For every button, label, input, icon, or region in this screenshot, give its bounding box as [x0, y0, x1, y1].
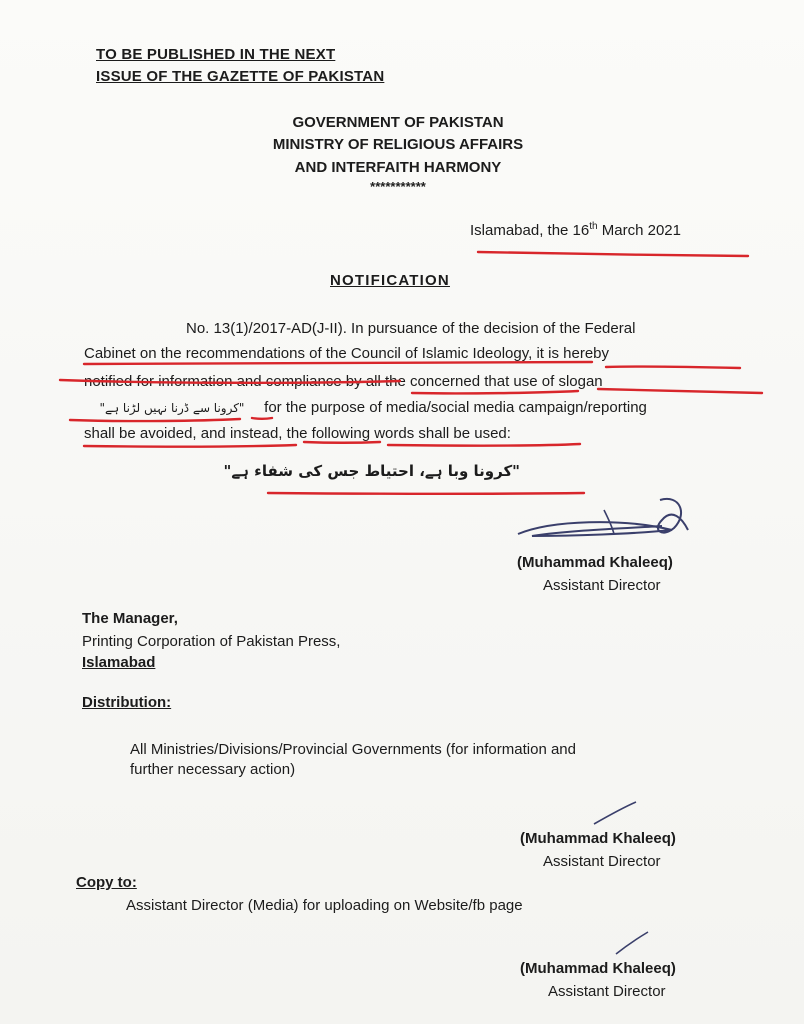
body-line4-rest: for the purpose of media/social media campaign/reporting: [264, 399, 647, 416]
copy-to-line1: Assistant Director (Media) for uploading on Website/fb page: [126, 897, 523, 914]
date-prefix: Islamabad, the 16: [470, 222, 590, 239]
underline-line3-c: [598, 389, 762, 393]
old-slogan-urdu: "کرونا سے ڈرنا نہیں لڑنا ہے": [99, 401, 245, 415]
signature3-title: Assistant Director: [548, 983, 666, 1000]
underline-line4-b: [252, 418, 272, 419]
addressee-line3: Islamabad: [82, 654, 156, 671]
notification-title: NOTIFICATION: [330, 272, 450, 289]
gov-heading-line3: AND INTERFAITH HARMONY: [294, 159, 502, 176]
addressee-line2: Printing Corporation of Pakistan Press,: [82, 633, 341, 650]
gov-heading-stars: ***********: [370, 179, 426, 194]
distribution-line2: further necessary action): [130, 761, 296, 778]
distribution-line1: All Ministries/Divisions/Provincial Governments (for information and: [130, 741, 576, 758]
signature-scribble-1: [512, 490, 692, 550]
copy-to-heading: Copy to:: [76, 874, 137, 891]
signature2-title: Assistant Director: [543, 853, 661, 870]
gov-heading-line2: MINISTRY OF RELIGIOUS AFFAIRS: [272, 136, 524, 153]
underline-line2-a: [84, 362, 592, 364]
body-line1: No. 13(1)/2017-AD(J-II). In pursuance of the decision of the Federal: [186, 320, 636, 337]
signature-tick-3: [612, 928, 652, 958]
signature1-name: (Muhammad Khaleeq): [517, 554, 673, 571]
underline-line3-b: [412, 391, 578, 393]
new-slogan-urdu: "کرونا وبا ہے، احتیاط جس کی شفاء ہے": [223, 462, 520, 480]
addressee-line1: The Manager,: [82, 610, 178, 627]
body-line3: notified for information and compliance by all the concerned that use of slogan: [84, 373, 603, 390]
signature2-name: (Muhammad Khaleeq): [520, 830, 676, 847]
signature1-title: Assistant Director: [543, 577, 661, 594]
body-line4: [84, 399, 647, 416]
underline-line5-b: [304, 442, 380, 443]
gov-heading-line1: GOVERNMENT OF PAKISTAN: [292, 114, 504, 131]
date-ordinal: th: [589, 221, 598, 232]
signature-tick-2: [590, 798, 640, 828]
body-line2: Cabinet on the recommendations of the Council of Islamic Ideology, it is hereby: [84, 345, 609, 362]
publish-note-line1: TO BE PUBLISHED IN THE NEXT: [96, 46, 336, 63]
body-line5: shall be avoided, and instead, the following words shall be used:: [84, 425, 511, 442]
date-suffix: March 2021: [597, 222, 681, 239]
underline-line2-b: [606, 367, 740, 368]
underline-line5-a: [84, 445, 296, 447]
underline-line5-c: [388, 444, 580, 446]
underline-line4-a: [70, 419, 240, 421]
distribution-heading: Distribution:: [82, 694, 172, 711]
publish-note-line2: ISSUE OF THE GAZETTE OF PAKISTAN: [96, 68, 385, 85]
underline-date: [478, 252, 748, 256]
issue-date: [470, 221, 681, 239]
signature3-name: (Muhammad Khaleeq): [520, 960, 676, 977]
